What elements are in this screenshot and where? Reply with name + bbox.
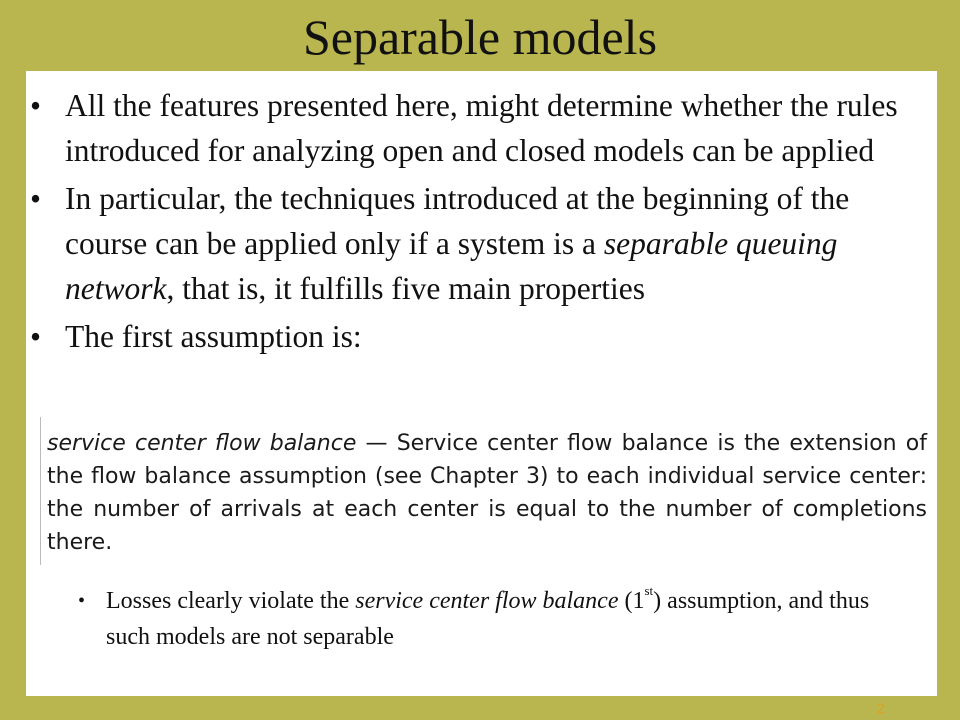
sub-bullet-icon: • — [78, 590, 86, 612]
bullet-text: The first assumption is: — [65, 319, 362, 354]
sub-bullet-mid: (1 — [618, 588, 645, 614]
sub-bullet-post: ) assumption, and thus such models are not separable — [106, 588, 870, 650]
sub-bullet-superscript: st — [644, 583, 654, 598]
bullet-text-post: , that is, it fulfills five main properties — [166, 271, 646, 306]
bullet-list — [26, 83, 937, 362]
definition-text — [41, 417, 927, 559]
page-number: 2 — [877, 700, 885, 716]
definition-dash: — — [356, 431, 397, 456]
bullet-icon: • — [30, 319, 42, 354]
slide-title: Separable models — [302, 9, 658, 65]
bullet-text-emphasis: separable queuing network — [65, 226, 838, 306]
bullet-text-pre: In particular, the techniques introduced at the beginning of the course can be applied only if a system is a — [65, 181, 850, 261]
sub-bullet-emphasis: service center flow balance — [355, 588, 619, 614]
sub-bullet-pre: Losses clearly violate the — [106, 588, 356, 614]
bullet-icon: • — [30, 88, 42, 123]
sub-bullet — [78, 583, 918, 655]
sub-bullet-text — [78, 583, 918, 655]
content-panel — [26, 71, 937, 696]
bullet-icon: • — [30, 181, 42, 216]
bullet-item — [26, 314, 937, 359]
bullet-item — [26, 176, 937, 311]
definition-body: Service center flow balance is the extension of the flow balance assumption (see Chapter 3) to each individual service center: the number of arrivals at each center is equal to the number of completions there. — [47, 431, 927, 555]
definition-term: service center flow balance — [47, 431, 357, 456]
bullet-text: All the features presented here, might determine whether the rules introduced for analyzing open and closed models can be applied — [65, 88, 898, 168]
quoted-definition — [40, 417, 927, 565]
bullet-item — [26, 83, 937, 173]
